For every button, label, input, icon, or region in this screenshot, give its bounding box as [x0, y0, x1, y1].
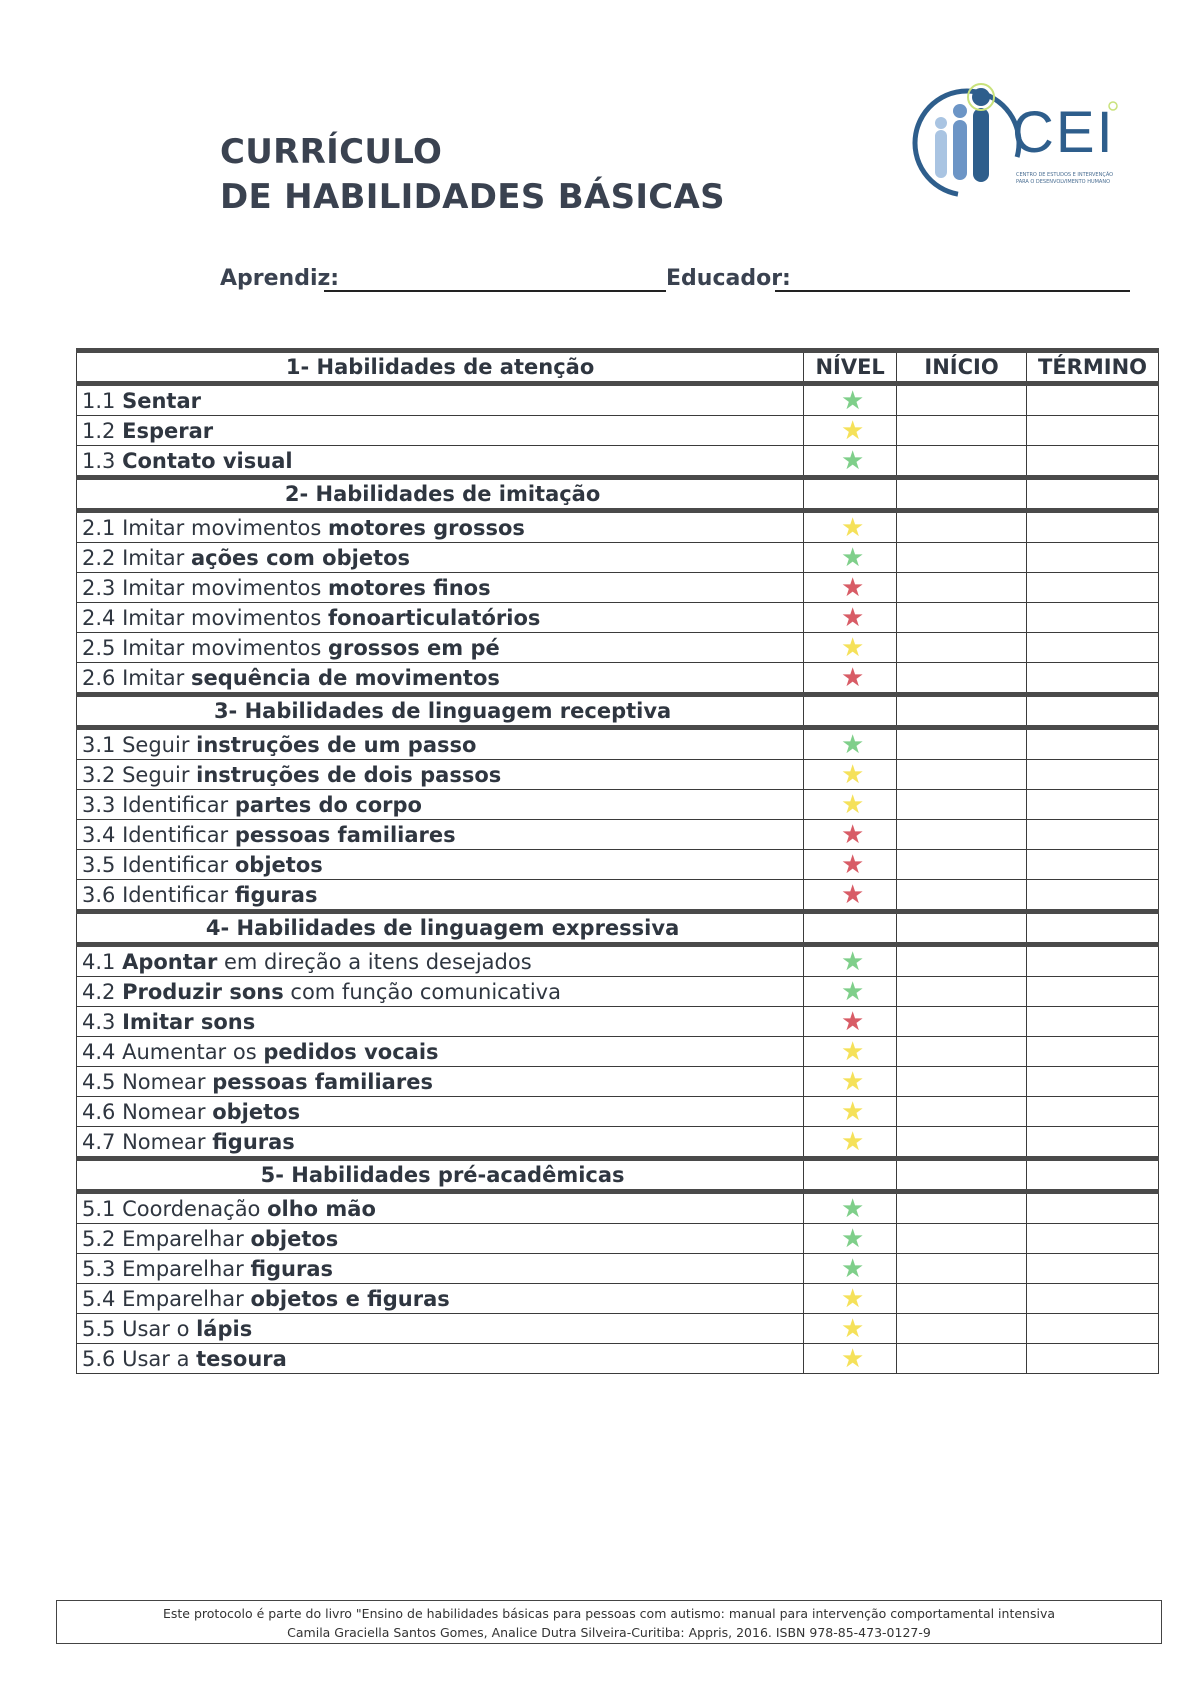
star-icon: ★	[840, 1066, 865, 1097]
skill-text: Imitar movimentos	[122, 575, 328, 600]
end-date-cell[interactable]	[1027, 573, 1159, 603]
skill-cell	[77, 1344, 804, 1374]
start-date-cell[interactable]	[897, 1127, 1027, 1159]
skill-bold-text: motores grossos	[327, 515, 525, 540]
skill-bold-text: objetos	[250, 1226, 339, 1251]
skill-number: 3.5	[82, 852, 116, 877]
end-date-cell[interactable]	[1027, 663, 1159, 695]
logo-subtitle: CENTRO DE ESTUDOS E INTERVENÇÃO PARA O DESENVOLVIMENTO HUMANO	[1016, 172, 1114, 185]
skill-number: 2.1	[82, 515, 116, 540]
skill-number: 1.2	[82, 418, 116, 443]
skill-cell	[77, 633, 804, 663]
table-row	[77, 790, 1159, 820]
skill-number: 2.3	[82, 575, 116, 600]
level-cell	[804, 945, 897, 977]
skill-text: Seguir	[122, 732, 197, 757]
skill-text: Imitar movimentos	[122, 515, 328, 540]
skill-text-after: em direção a itens desejados	[217, 949, 532, 974]
level-cell	[804, 573, 897, 603]
star-icon: ★	[840, 662, 865, 693]
end-date-cell[interactable]	[1027, 1224, 1159, 1254]
table-row	[77, 1192, 1159, 1224]
skill-cell	[77, 1037, 804, 1067]
star-icon: ★	[840, 1223, 865, 1254]
star-icon: ★	[840, 1096, 865, 1127]
table-row	[77, 1037, 1159, 1067]
start-date-cell[interactable]	[897, 1097, 1027, 1127]
start-date-cell[interactable]	[897, 1037, 1027, 1067]
title-line-2: DE HABILIDADES BÁSICAS	[220, 177, 725, 217]
star-icon: ★	[840, 819, 865, 850]
skill-bold-text: tesoura	[196, 1346, 287, 1371]
end-date-cell[interactable]	[1027, 945, 1159, 977]
star-icon: ★	[840, 849, 865, 880]
end-date-cell[interactable]	[1027, 1284, 1159, 1314]
level-cell	[804, 790, 897, 820]
table-row	[77, 1344, 1159, 1374]
start-date-cell[interactable]	[897, 760, 1027, 790]
skill-cell	[77, 1254, 804, 1284]
star-icon: ★	[840, 1313, 865, 1344]
column-header-end: TÉRMINO	[1027, 351, 1159, 384]
level-cell	[804, 1037, 897, 1067]
skill-bold-text: sequência de movimentos	[191, 665, 500, 690]
end-date-cell[interactable]	[1027, 633, 1159, 663]
star-icon: ★	[840, 602, 865, 633]
star-icon: ★	[840, 976, 865, 1007]
table-row	[77, 760, 1159, 790]
start-date-cell[interactable]	[897, 728, 1027, 760]
skill-number: 3.6	[82, 882, 116, 907]
skill-bold-text: Contato visual	[122, 448, 293, 473]
table-row	[77, 977, 1159, 1007]
section-header-row	[77, 1159, 1159, 1192]
skill-number: 4.5	[82, 1069, 116, 1094]
start-date-cell[interactable]	[897, 543, 1027, 573]
level-cell	[804, 977, 897, 1007]
skill-number: 4.4	[82, 1039, 116, 1064]
star-icon: ★	[840, 789, 865, 820]
star-icon: ★	[840, 879, 865, 910]
start-date-cell[interactable]	[897, 790, 1027, 820]
table-row	[77, 1284, 1159, 1314]
star-icon: ★	[840, 572, 865, 603]
skill-number: 4.3	[82, 1009, 116, 1034]
skill-text-after: com função comunicativa	[283, 979, 561, 1004]
level-cell	[804, 820, 897, 850]
end-date-cell[interactable]	[1027, 1314, 1159, 1344]
section-end-cell	[1027, 912, 1159, 945]
table-row	[77, 728, 1159, 760]
skill-text: Nomear	[122, 1069, 213, 1094]
section-level-cell	[804, 478, 897, 511]
level-cell	[804, 1097, 897, 1127]
skill-bold-text: olho mão	[267, 1196, 376, 1221]
table-row	[77, 820, 1159, 850]
skill-cell	[77, 1314, 804, 1344]
skill-text: Emparelhar	[122, 1226, 251, 1251]
start-date-cell[interactable]	[897, 1192, 1027, 1224]
level-cell	[804, 1344, 897, 1374]
skill-text: Identificar	[122, 852, 235, 877]
skill-bold-text: pessoas familiares	[212, 1069, 433, 1094]
level-cell	[804, 603, 897, 633]
section-title: 4- Habilidades de linguagem expressiva	[77, 912, 804, 945]
level-cell	[804, 511, 897, 543]
skill-cell	[77, 543, 804, 573]
level-cell	[804, 543, 897, 573]
star-icon: ★	[840, 1193, 865, 1224]
skill-number: 4.2	[82, 979, 116, 1004]
star-icon: ★	[840, 1283, 865, 1314]
section-start-cell	[897, 478, 1027, 511]
start-date-cell[interactable]	[897, 977, 1027, 1007]
skill-bold-text: figuras	[234, 882, 318, 907]
start-date-cell[interactable]	[897, 384, 1027, 416]
skill-bold-text: fonoarticulatórios	[327, 605, 541, 630]
level-cell	[804, 1284, 897, 1314]
star-icon: ★	[840, 512, 865, 543]
skill-number: 5.3	[82, 1256, 116, 1281]
end-date-cell[interactable]	[1027, 603, 1159, 633]
end-date-cell[interactable]	[1027, 511, 1159, 543]
skill-number: 5.1	[82, 1196, 116, 1221]
table-row	[77, 1007, 1159, 1037]
skill-cell	[77, 416, 804, 446]
skill-number: 4.6	[82, 1099, 116, 1124]
skill-bold-text: Sentar	[122, 388, 201, 413]
skill-bold-text: Esperar	[122, 418, 214, 443]
section-start-cell	[897, 695, 1027, 728]
section-title: 1- Habilidades de atenção	[77, 351, 804, 384]
star-icon: ★	[840, 385, 865, 416]
skill-bold-text: instruções de um passo	[196, 732, 477, 757]
table-row	[77, 1254, 1159, 1284]
skill-bold-text: Imitar sons	[122, 1009, 256, 1034]
level-cell	[804, 850, 897, 880]
skill-number: 2.2	[82, 545, 116, 570]
table-row	[77, 1224, 1159, 1254]
level-cell	[804, 1127, 897, 1159]
end-date-cell[interactable]	[1027, 1192, 1159, 1224]
section-title: 5- Habilidades pré-acadêmicas	[77, 1159, 804, 1192]
start-date-cell[interactable]	[897, 603, 1027, 633]
skill-cell	[77, 384, 804, 416]
table-row	[77, 850, 1159, 880]
level-cell	[804, 446, 897, 478]
end-date-cell[interactable]	[1027, 1344, 1159, 1374]
skill-cell	[77, 945, 804, 977]
end-date-cell[interactable]	[1027, 1127, 1159, 1159]
skill-cell	[77, 1224, 804, 1254]
star-icon: ★	[840, 729, 865, 760]
skill-cell	[77, 573, 804, 603]
skill-text: Aumentar os	[122, 1039, 264, 1064]
star-icon: ★	[840, 1126, 865, 1157]
star-icon: ★	[840, 632, 865, 663]
curriculum-table-body	[77, 351, 1159, 1374]
start-date-cell[interactable]	[897, 1067, 1027, 1097]
skill-cell	[77, 511, 804, 543]
skill-cell	[77, 1127, 804, 1159]
skill-text: Usar a	[122, 1346, 197, 1371]
star-icon: ★	[840, 415, 865, 446]
skill-text: Nomear	[122, 1099, 213, 1124]
skill-cell	[77, 603, 804, 633]
section-start-cell	[897, 912, 1027, 945]
skill-cell	[77, 820, 804, 850]
end-date-cell[interactable]	[1027, 1254, 1159, 1284]
educator-label: Educador:	[666, 266, 791, 291]
level-cell	[804, 880, 897, 912]
start-date-cell[interactable]	[897, 880, 1027, 912]
skill-bold-text: Apontar	[122, 949, 218, 974]
level-cell	[804, 1314, 897, 1344]
skill-text: Imitar movimentos	[122, 635, 328, 660]
start-date-cell[interactable]	[897, 820, 1027, 850]
skill-number: 3.2	[82, 762, 116, 787]
start-date-cell[interactable]	[897, 573, 1027, 603]
skill-cell	[77, 1284, 804, 1314]
table-row	[77, 603, 1159, 633]
table-row	[77, 573, 1159, 603]
start-date-cell[interactable]	[897, 1224, 1027, 1254]
end-date-cell[interactable]	[1027, 977, 1159, 1007]
skill-number: 2.5	[82, 635, 116, 660]
skill-number: 4.1	[82, 949, 116, 974]
skill-number: 5.6	[82, 1346, 116, 1371]
star-icon: ★	[840, 1036, 865, 1067]
level-cell	[804, 1192, 897, 1224]
table-row	[77, 633, 1159, 663]
end-date-cell[interactable]	[1027, 760, 1159, 790]
star-icon: ★	[840, 1006, 865, 1037]
skill-cell	[77, 1192, 804, 1224]
table-row	[77, 446, 1159, 478]
level-cell	[804, 1007, 897, 1037]
skill-number: 2.4	[82, 605, 116, 630]
end-date-cell[interactable]	[1027, 446, 1159, 478]
start-date-cell[interactable]	[897, 446, 1027, 478]
column-header-start: INÍCIO	[897, 351, 1027, 384]
start-date-cell[interactable]	[897, 511, 1027, 543]
start-date-cell[interactable]	[897, 850, 1027, 880]
skill-cell	[77, 977, 804, 1007]
skill-bold-text: lápis	[196, 1316, 253, 1341]
level-cell	[804, 416, 897, 446]
skill-bold-text: figuras	[212, 1129, 295, 1154]
skill-number: 5.2	[82, 1226, 116, 1251]
end-date-cell[interactable]	[1027, 1007, 1159, 1037]
skill-number: 3.4	[82, 822, 116, 847]
skill-cell	[77, 850, 804, 880]
logo-text: CEI	[1012, 100, 1115, 165]
end-date-cell[interactable]	[1027, 384, 1159, 416]
footer-note	[56, 1600, 1162, 1644]
start-date-cell[interactable]	[897, 945, 1027, 977]
skill-text: Coordenação	[122, 1196, 268, 1221]
column-header-level: NÍVEL	[804, 351, 897, 384]
skill-bold-text: objetos e figuras	[250, 1286, 450, 1311]
end-date-cell[interactable]	[1027, 543, 1159, 573]
table-row	[77, 543, 1159, 573]
learner-label: Aprendiz:	[220, 266, 340, 291]
skill-text: Seguir	[122, 762, 197, 787]
skill-bold-text: Produzir sons	[122, 979, 284, 1004]
form-fields	[220, 266, 1130, 296]
curriculum-table	[76, 348, 1159, 1374]
title-line-1: CURRÍCULO	[220, 132, 443, 172]
skill-text: Usar o	[122, 1316, 197, 1341]
star-icon: ★	[840, 759, 865, 790]
skill-text: Imitar movimentos	[122, 605, 328, 630]
page-title	[220, 130, 725, 220]
table-row	[77, 880, 1159, 912]
section-level-cell	[804, 695, 897, 728]
table-row	[77, 1314, 1159, 1344]
skill-cell	[77, 663, 804, 695]
end-date-cell[interactable]	[1027, 728, 1159, 760]
end-date-cell[interactable]	[1027, 416, 1159, 446]
level-cell	[804, 663, 897, 695]
start-date-cell[interactable]	[897, 1284, 1027, 1314]
end-date-cell[interactable]	[1027, 820, 1159, 850]
skill-bold-text: partes do corpo	[234, 792, 422, 817]
end-date-cell[interactable]	[1027, 1037, 1159, 1067]
end-date-cell[interactable]	[1027, 1097, 1159, 1127]
skill-text: Emparelhar	[122, 1256, 251, 1281]
star-icon: ★	[840, 445, 865, 476]
table-row	[77, 1127, 1159, 1159]
section-title: 3- Habilidades de linguagem receptiva	[77, 695, 804, 728]
section-start-cell	[897, 1159, 1027, 1192]
skill-text: Identificar	[122, 882, 235, 907]
skill-text: Imitar	[122, 545, 191, 570]
skill-bold-text: grossos em pé	[327, 635, 500, 660]
skill-bold-text: pessoas familiares	[234, 822, 456, 847]
star-icon: ★	[840, 946, 865, 977]
star-icon: ★	[840, 542, 865, 573]
skill-text: Identificar	[122, 822, 235, 847]
footer-line-1: Este protocolo é parte do livro "Ensino de habilidades básicas para pessoas com autismo: manual para intervenção comportamental intensiva	[163, 1606, 1055, 1621]
level-cell	[804, 760, 897, 790]
start-date-cell[interactable]	[897, 1254, 1027, 1284]
learner-line[interactable]	[324, 290, 666, 292]
skill-bold-text: motores finos	[327, 575, 491, 600]
table-row	[77, 1097, 1159, 1127]
section-level-cell	[804, 1159, 897, 1192]
skill-cell	[77, 1097, 804, 1127]
skill-cell	[77, 1007, 804, 1037]
section-end-cell	[1027, 695, 1159, 728]
start-date-cell[interactable]	[897, 1344, 1027, 1374]
start-date-cell[interactable]	[897, 633, 1027, 663]
skill-cell	[77, 728, 804, 760]
skill-text: Imitar	[122, 665, 191, 690]
table-row	[77, 416, 1159, 446]
skill-cell	[77, 880, 804, 912]
skill-cell	[77, 760, 804, 790]
section-title: 2- Habilidades de imitação	[77, 478, 804, 511]
section-end-cell	[1027, 478, 1159, 511]
section-header-row	[77, 912, 1159, 945]
skill-bold-text: objetos	[234, 852, 323, 877]
skill-text: Nomear	[122, 1129, 213, 1154]
start-date-cell[interactable]	[897, 1314, 1027, 1344]
skill-bold-text: objetos	[212, 1099, 301, 1124]
skill-bold-text: pedidos vocais	[263, 1039, 439, 1064]
section-header-row	[77, 351, 1159, 384]
educator-line[interactable]	[775, 290, 1130, 292]
start-date-cell[interactable]	[897, 663, 1027, 695]
section-level-cell	[804, 912, 897, 945]
level-cell	[804, 1224, 897, 1254]
skill-cell	[77, 446, 804, 478]
skill-bold-text: instruções de dois passos	[196, 762, 502, 787]
star-icon: ★	[840, 1343, 865, 1374]
start-date-cell[interactable]	[897, 416, 1027, 446]
level-cell	[804, 1067, 897, 1097]
table-row	[77, 945, 1159, 977]
table-row	[77, 384, 1159, 416]
level-cell	[804, 1254, 897, 1284]
skill-number: 1.1	[82, 388, 116, 413]
end-date-cell[interactable]	[1027, 1067, 1159, 1097]
skill-text: Identificar	[122, 792, 235, 817]
section-header-row	[77, 478, 1159, 511]
skill-text: Emparelhar	[122, 1286, 251, 1311]
skill-number: 3.1	[82, 732, 116, 757]
table-row	[77, 663, 1159, 695]
table-row	[77, 511, 1159, 543]
skill-bold-text: ações com objetos	[191, 545, 411, 570]
skill-number: 3.3	[82, 792, 116, 817]
end-date-cell[interactable]	[1027, 790, 1159, 820]
skill-number: 4.7	[82, 1129, 116, 1154]
skill-bold-text: figuras	[250, 1256, 334, 1281]
skill-cell	[77, 790, 804, 820]
end-date-cell[interactable]	[1027, 850, 1159, 880]
star-icon: ★	[840, 1253, 865, 1284]
skill-number: 1.3	[82, 448, 116, 473]
skill-number: 5.4	[82, 1286, 116, 1311]
start-date-cell[interactable]	[897, 1007, 1027, 1037]
section-end-cell	[1027, 1159, 1159, 1192]
skill-number: 2.6	[82, 665, 116, 690]
end-date-cell[interactable]	[1027, 880, 1159, 912]
skill-number: 5.5	[82, 1316, 116, 1341]
level-cell	[804, 728, 897, 760]
skill-cell	[77, 1067, 804, 1097]
section-header-row	[77, 695, 1159, 728]
footer-line-2: Camila Graciella Santos Gomes, Analice Dutra Silveira-Curitiba: Appris, 2016. ISBN 978-85-473-0127-9	[287, 1625, 931, 1640]
table-row	[77, 1067, 1159, 1097]
level-cell	[804, 633, 897, 663]
level-cell	[804, 384, 897, 416]
